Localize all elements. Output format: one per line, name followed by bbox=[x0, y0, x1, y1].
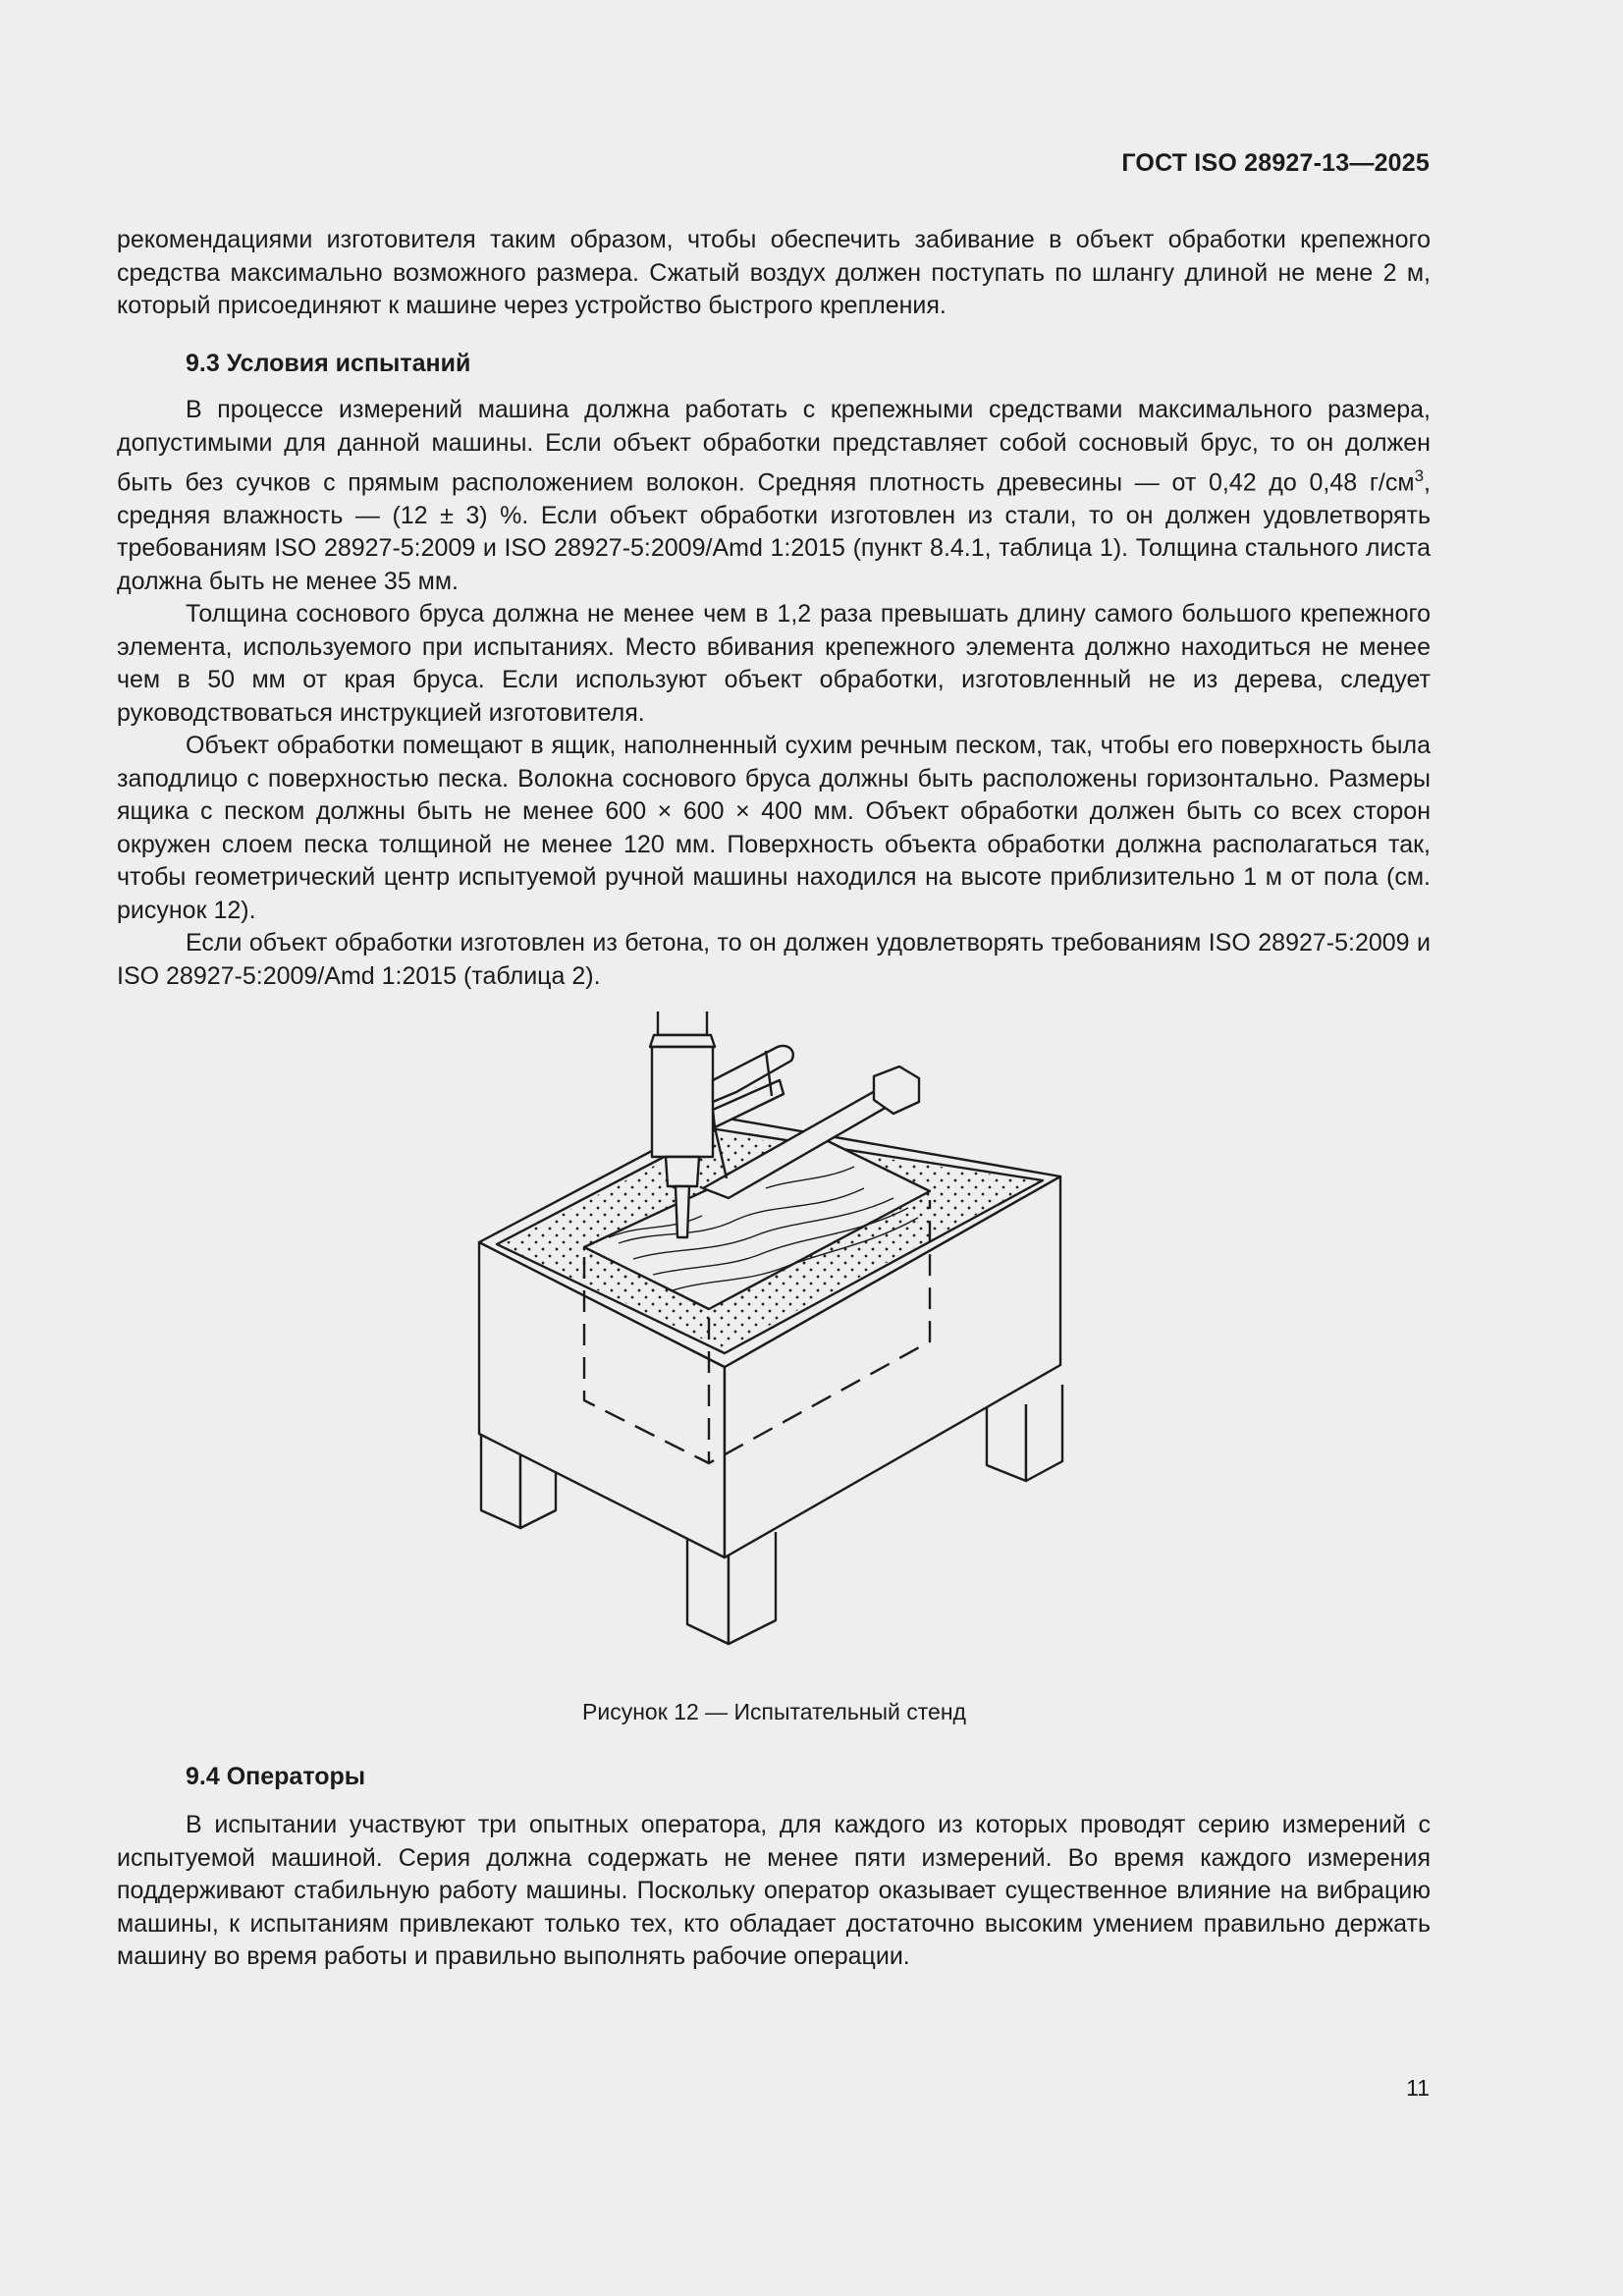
paragraph: В испытании участвуют три опытных оператора, для каждого из которых проводят серию измерений с испытуемой машиной. Серия должна содержать не менее пяти измерений. Во время каждого измерения поддерживают стабильную работу машины. Поскольку оператор оказывает существенное влияние на вибрацию машины, к испытаниям привлекают только тех, кто обладает достаточно высоким умением правильно держать машину во время работы и правильно выполнять рабочие операции. bbox=[117, 1811, 1431, 1970]
paragraph: Толщина соснового бруса должна не менее чем в 1,2 раза превышать длину самого большого крепежного элемента, используемого при испытаниях. Место вбивания крепежного элемента должно находиться не менее чем в 50 мм от края бруса. Если используют объект обработки, изготовленный не из дерева, следует руководствоваться инструкцией изготовителя. bbox=[117, 600, 1431, 727]
intro-text bbox=[117, 224, 1431, 323]
paragraph: Если объект обработки изготовлен из бетона, то он должен удовлетворять требованиям ISO 28927-5:2009 и ISO 28927-5:2009/Amd 1:2015 (таблица 2). bbox=[117, 929, 1431, 990]
section-9-4-body bbox=[117, 1809, 1431, 1974]
paragraph: Объект обработки помещают в ящик, наполненный сухим речным песком, так, чтобы его поверхность была заподлицо с поверхностью песка. Волокна соснового бруса должны быть расположены горизонтально. Размеры ящика с песком должны быть не менее 600 × 600 × 400 мм. Объект обработки должен быть со всех сторон окружен слоем песка толщиной не менее 120 мм. Поверхность объекта обработки должна располагаться так, чтобы геометрический центр испытуемой ручной машины находился на высоте приблизительно 1 м от пола (см. рисунок 12). bbox=[117, 732, 1431, 924]
section-heading-9-3: 9.3 Условия испытаний bbox=[186, 350, 471, 377]
figure-caption: Рисунок 12 — Испытательный стенд bbox=[582, 1699, 966, 1724]
test-stand-figure bbox=[471, 1011, 1080, 1660]
page-number: 11 bbox=[1406, 2075, 1430, 2101]
superscript: 3 bbox=[1414, 466, 1425, 485]
section-heading-9-4: 9.4 Операторы bbox=[186, 1763, 366, 1790]
paragraph-text: , средняя влажность — (12 ± 3) %. Если объект обработки изготовлен из стали, то он должен удовлетворять требованиям ISO 28927-5:2009 и ISO 28927-5:2009/Amd 1:2015 (пункт 8.4.1, таблица 1). Толщина стального листа должна быть не менее 35 мм. bbox=[117, 468, 1431, 595]
paragraph: рекомендациями изготовителя таким образом, чтобы обеспечить забивание в объект обработки крепежного средства максимально возможного размера. Сжатый воздух должен поступать по шлангу длиной не мене 2 м, который присоединяют к машине через устройство быстрого крепления. bbox=[117, 226, 1431, 319]
paragraph-text: В процессе измерений машина должна работать с крепежными средствами максимального размера, допустимыми для данной машины. Если объект обработки представляет собой сосновый брус, то он должен быть без сучков с прямым расположением волокон. Средняя плотность древесины — от 0,42 до 0,48 г/см bbox=[117, 396, 1431, 497]
test-stand-drawing bbox=[471, 1011, 1080, 1660]
paragraph bbox=[117, 394, 1431, 598]
section-9-3-body bbox=[117, 394, 1431, 993]
document-code: ГОСТ ISO 28927-13—2025 bbox=[1121, 149, 1430, 177]
